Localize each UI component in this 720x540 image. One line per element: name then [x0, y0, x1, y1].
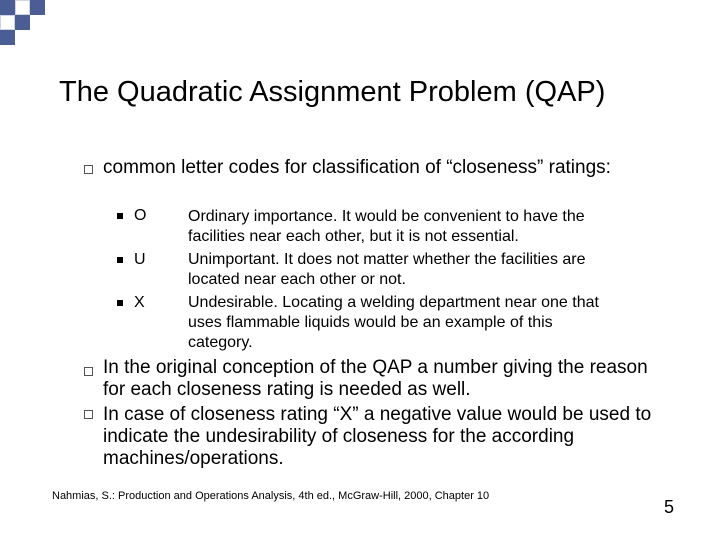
corner-decoration — [0, 15, 15, 30]
description-line: facilities near each other, but it is not essential. — [188, 228, 519, 245]
footnote: Nahmias, S.: Production and Operations Analysis, 4th ed., McGraw-Hill, 2000, Chapter 10 — [52, 490, 490, 502]
bullet-text — [103, 404, 651, 470]
description-line: category. — [188, 334, 253, 351]
page-number: 5 — [664, 497, 675, 517]
description-line: located near each other or not. — [188, 271, 406, 288]
description-line: Undesirable. Locating a welding department near one that — [188, 294, 599, 311]
hollow-square-bullet-icon — [84, 165, 93, 174]
bullet-line: machines/operations. — [103, 448, 284, 469]
slide-title: The Quadratic Assignment Problem (QAP) — [59, 76, 606, 108]
code-letter-o: O — [134, 207, 147, 224]
corner-decoration — [15, 0, 30, 15]
code-description-u — [188, 250, 668, 290]
square-bullet-icon — [117, 257, 123, 263]
hollow-square-bullet-icon — [84, 410, 93, 419]
code-letter-u: U — [134, 251, 146, 268]
bullet-line: for each closeness rating is needed as well. — [103, 379, 471, 400]
code-description-x — [188, 293, 668, 353]
description-line: Unimportant. It does not matter whether the facilities are — [188, 251, 586, 268]
corner-decoration — [30, 0, 45, 15]
intro-text: common letter codes for classification of “closeness” ratings: — [103, 157, 611, 178]
description-line: uses flammable liquids would be an example of this — [188, 314, 553, 331]
bullet-line: In the original conception of the QAP a number giving the reason — [103, 357, 648, 378]
bullet-line: indicate the undesirability of closeness for the according — [103, 426, 575, 447]
corner-decoration — [15, 15, 30, 30]
description-line: Ordinary importance. It would be convenient to have the — [188, 208, 585, 225]
corner-decoration — [0, 30, 15, 45]
corner-decoration — [0, 0, 15, 15]
square-bullet-icon — [117, 300, 123, 306]
code-description-o — [188, 207, 668, 247]
bullet-line: In case of closeness rating “X” a negative value would be used to — [103, 404, 652, 425]
bullet-text — [103, 357, 648, 401]
code-letter-x: X — [134, 294, 145, 311]
hollow-square-bullet-icon — [84, 367, 93, 376]
square-bullet-icon — [117, 213, 123, 219]
